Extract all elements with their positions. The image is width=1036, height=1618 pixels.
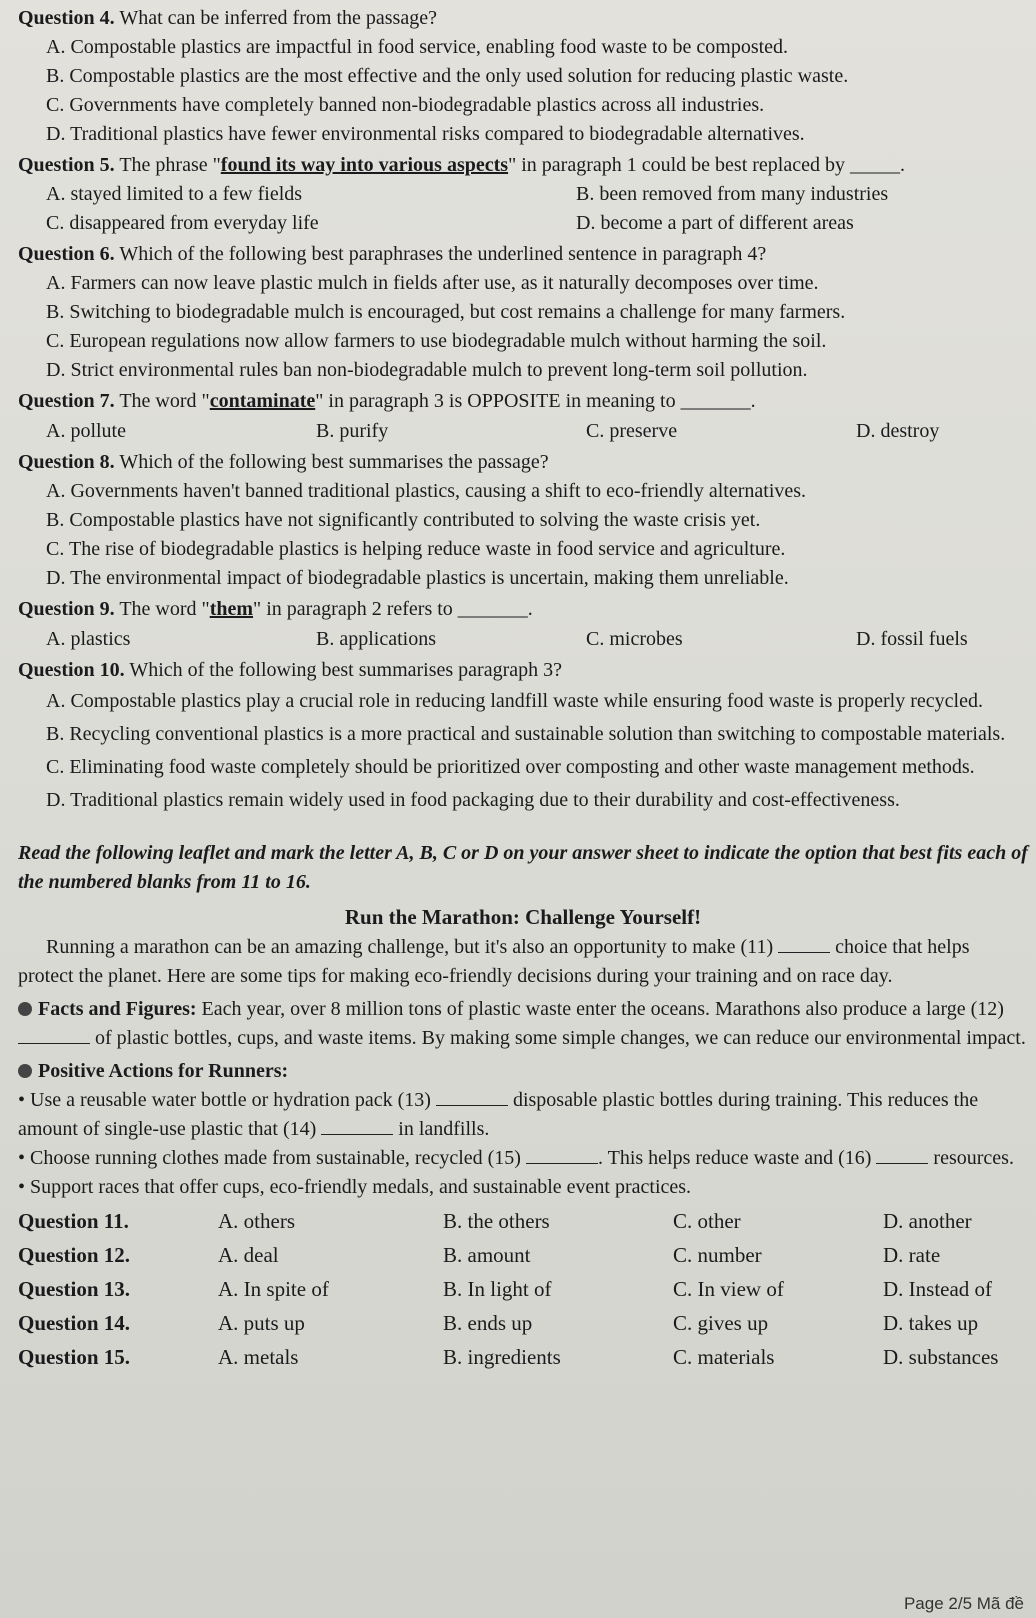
bullet-icon [18,1064,32,1078]
question-5 [18,151,1028,238]
bullet-icon [18,1002,32,1016]
facts-text-end: of plastic bottles, cups, and waste items. By making some simple changes, we can reduce our environmental impact. [95,1027,1026,1049]
blank-13[interactable] [436,1105,508,1106]
blank-16[interactable] [876,1163,928,1164]
action-bullet-2 [18,1144,1028,1173]
leaflet-intro [18,933,1028,991]
action-bullet-3: • Support races that offer cups, eco-friendly medals, and sustainable event practices. [18,1176,692,1198]
action-bullet-1 [18,1086,1028,1144]
question-4 [18,4,1028,149]
option-d[interactable]: D. fossil fuels [856,628,968,650]
option-d[interactable]: D. The environmental impact of biodegradable plastics is uncertain, making them unreliable. [46,567,789,589]
underlined-phrase: found its way into various aspects [220,154,509,176]
question-number: Question 8. [18,451,115,473]
question-stem: Which of the following best summarises the passage? [119,451,549,473]
question-stem: What can be inferred from the passage? [119,7,437,29]
answer-row-15 [18,1340,1028,1374]
option-a[interactable]: A. stayed limited to a few fields [46,183,303,205]
option-b[interactable]: B. purify [316,420,389,442]
intro-text-end: choice that helps protect the planet. Here are some tips for making eco-friendly decisions during your training and on race day. [18,936,970,987]
option-a[interactable]: A. Compostable plastics are impactful in food service, enabling food waste to be composted. [46,36,789,58]
option-a[interactable]: A. Governments haven't banned traditional plastics, causing a shift to eco-friendly alternatives. [46,480,807,502]
blank-14[interactable] [321,1134,393,1135]
bullet-text: • Use a reusable water bottle or hydration pack (13) [18,1089,431,1111]
question-number: Question 10. [18,659,125,681]
question-6 [18,240,1028,385]
answer-row-14 [18,1306,1028,1340]
option-d[interactable]: D. destroy [856,420,940,442]
question-number: Question 6. [18,243,115,265]
question-8 [18,448,1028,593]
option-b[interactable]: B. ends up [443,1311,533,1335]
answer-row-13 [18,1272,1028,1306]
leaflet-instruction: Read the following leaflet and mark the letter A, B, C or D on your answer sheet to indicate the option that best fits each of the numbered blanks from 11 to 16. [18,842,1028,893]
option-a[interactable]: A. Farmers can now leave plastic mulch in fields after use, as it naturally decomposes over time. [46,272,819,294]
facts-text-start: Each year, over 8 million tons of plastic waste enter the oceans. Marathons also produce a large (12) [201,998,1004,1020]
actions-heading [18,1057,1028,1086]
question-number: Question 13. [18,1277,131,1301]
facts-section [18,995,1028,1053]
facts-heading: Facts and Figures: [38,998,197,1020]
option-c[interactable]: C. number [673,1243,762,1267]
question-stem-end: " in paragraph 2 refers to _______. [253,598,533,620]
question-stem-start: The word " [119,598,210,620]
option-b[interactable]: B. In light of [443,1277,552,1301]
underlined-word: contaminate [209,390,316,412]
option-d[interactable]: D. takes up [883,1311,979,1335]
question-number: Question 4. [18,7,115,29]
option-d[interactable]: D. Strict environmental rules ban non-biodegradable mulch to prevent long-term soil pollution. [46,359,808,381]
bullet-text: This reduces the amount of single-use plastic that (14) [18,1089,979,1140]
question-stem: Which of the following best paraphrases the underlined sentence in paragraph 4? [119,243,767,265]
option-a[interactable]: A. puts up [218,1311,305,1335]
question-stem-start: The word " [119,390,210,412]
option-b[interactable]: B. Switching to biodegradable mulch is encouraged, but cost remains a challenge for many farmers. [46,301,846,323]
option-b[interactable]: B. the others [443,1209,550,1233]
bullet-text: • Choose running clothes made from sustainable, recycled (15) [18,1147,521,1169]
option-b[interactable]: B. applications [316,628,436,650]
bullet-text: disposable plastic bottles during training. [512,1089,843,1111]
option-c[interactable]: C. microbes [586,628,683,650]
bullet-text: resources. [933,1147,1014,1169]
option-b[interactable]: B. Compostable plastics are the most effective and the only used solution for reducing plastic waste. [46,65,849,87]
option-a[interactable]: A. In spite of [218,1277,329,1301]
question-stem-end: " in paragraph 1 could be best replaced by _____. [508,154,905,176]
option-d[interactable]: D. Instead of [883,1277,993,1301]
option-d[interactable]: D. another [883,1209,972,1233]
page-footer: Page 2/5 Mã đề [903,1594,1024,1613]
option-d[interactable]: D. become a part of different areas [576,212,854,234]
question-number: Question 14. [18,1311,131,1335]
option-b[interactable]: B. ingredients [443,1345,561,1369]
bullet-text: (16) [838,1147,872,1169]
answer-row-11 [18,1204,1028,1238]
blank-15[interactable] [526,1163,598,1164]
question-stem: Which of the following best summarises paragraph 3? [129,659,562,681]
option-c[interactable]: C. Eliminating food waste completely should be prioritized over composting and other waste management methods. [46,756,975,778]
option-b[interactable]: B. Recycling conventional plastics is a more practical and sustainable solution than switching to compostable materials. [46,723,1006,745]
bullet-text: . This helps reduce waste and [597,1147,834,1169]
blank-12[interactable] [18,1043,90,1044]
option-c[interactable]: C. In view of [673,1277,784,1301]
question-number: Question 11. [18,1209,129,1233]
option-c[interactable]: C. European regulations now allow farmers to use biodegradable mulch without harming the soil. [46,330,827,352]
option-c[interactable]: C. disappeared from everyday life [46,212,319,234]
option-a[interactable]: A. others [218,1209,295,1233]
leaflet-title: Run the Marathon: Challenge Yourself! [344,905,702,929]
question-number: Question 7. [18,390,115,412]
option-b[interactable]: B. amount [443,1243,531,1267]
option-a[interactable]: A. pollute [46,420,126,442]
option-c[interactable]: C. gives up [673,1311,769,1335]
question-stem-end: " in paragraph 3 is OPPOSITE in meaning to _______. [315,390,756,412]
option-a[interactable]: A. plastics [46,628,131,650]
option-a[interactable]: A. deal [218,1243,279,1267]
option-c[interactable]: C. preserve [586,420,678,442]
option-b[interactable]: B. been removed from many industries [576,183,889,205]
question-number: Question 5. [18,154,115,176]
option-d[interactable]: D. substances [883,1345,999,1369]
question-10 [18,656,1028,815]
option-c[interactable]: C. The rise of biodegradable plastics is helping reduce waste in food service and agriculture. [46,538,786,560]
underlined-word: them [209,598,254,620]
question-stem-start: The phrase " [119,154,221,176]
option-b[interactable]: B. Compostable plastics have not significantly contributed to solving the waste crisis yet. [46,509,761,531]
bullet-text: in landfills. [398,1118,490,1140]
question-number: Question 9. [18,598,115,620]
option-c[interactable]: C. materials [673,1345,775,1369]
option-c[interactable]: C. Governments have completely banned non-biodegradable plastics across all industries. [46,94,765,116]
option-d[interactable]: D. Traditional plastics have fewer environmental risks compared to biodegradable alternatives. [46,123,805,145]
actions-heading-text: Positive Actions for Runners: [38,1060,289,1082]
question-9 [18,595,1028,654]
question-number: Question 12. [18,1243,131,1267]
answer-options [18,1204,1028,1374]
option-d[interactable]: D. Traditional plastics remain widely used in food packaging due to their durability and cost-effectiveness. [46,789,900,811]
answer-row-12 [18,1238,1028,1272]
intro-text-start: Running a marathon can be an amazing challenge, but it's also an opportunity to make (11) [46,936,774,958]
option-a[interactable]: A. metals [218,1345,299,1369]
option-d[interactable]: D. rate [883,1243,941,1267]
question-7 [18,387,1028,446]
option-c[interactable]: C. other [673,1209,741,1233]
question-number: Question 15. [18,1345,131,1369]
option-a[interactable]: A. Compostable plastics play a crucial role in reducing landfill waste while ensuring food waste is properly recycled. [46,690,983,712]
blank-11[interactable] [778,952,830,953]
